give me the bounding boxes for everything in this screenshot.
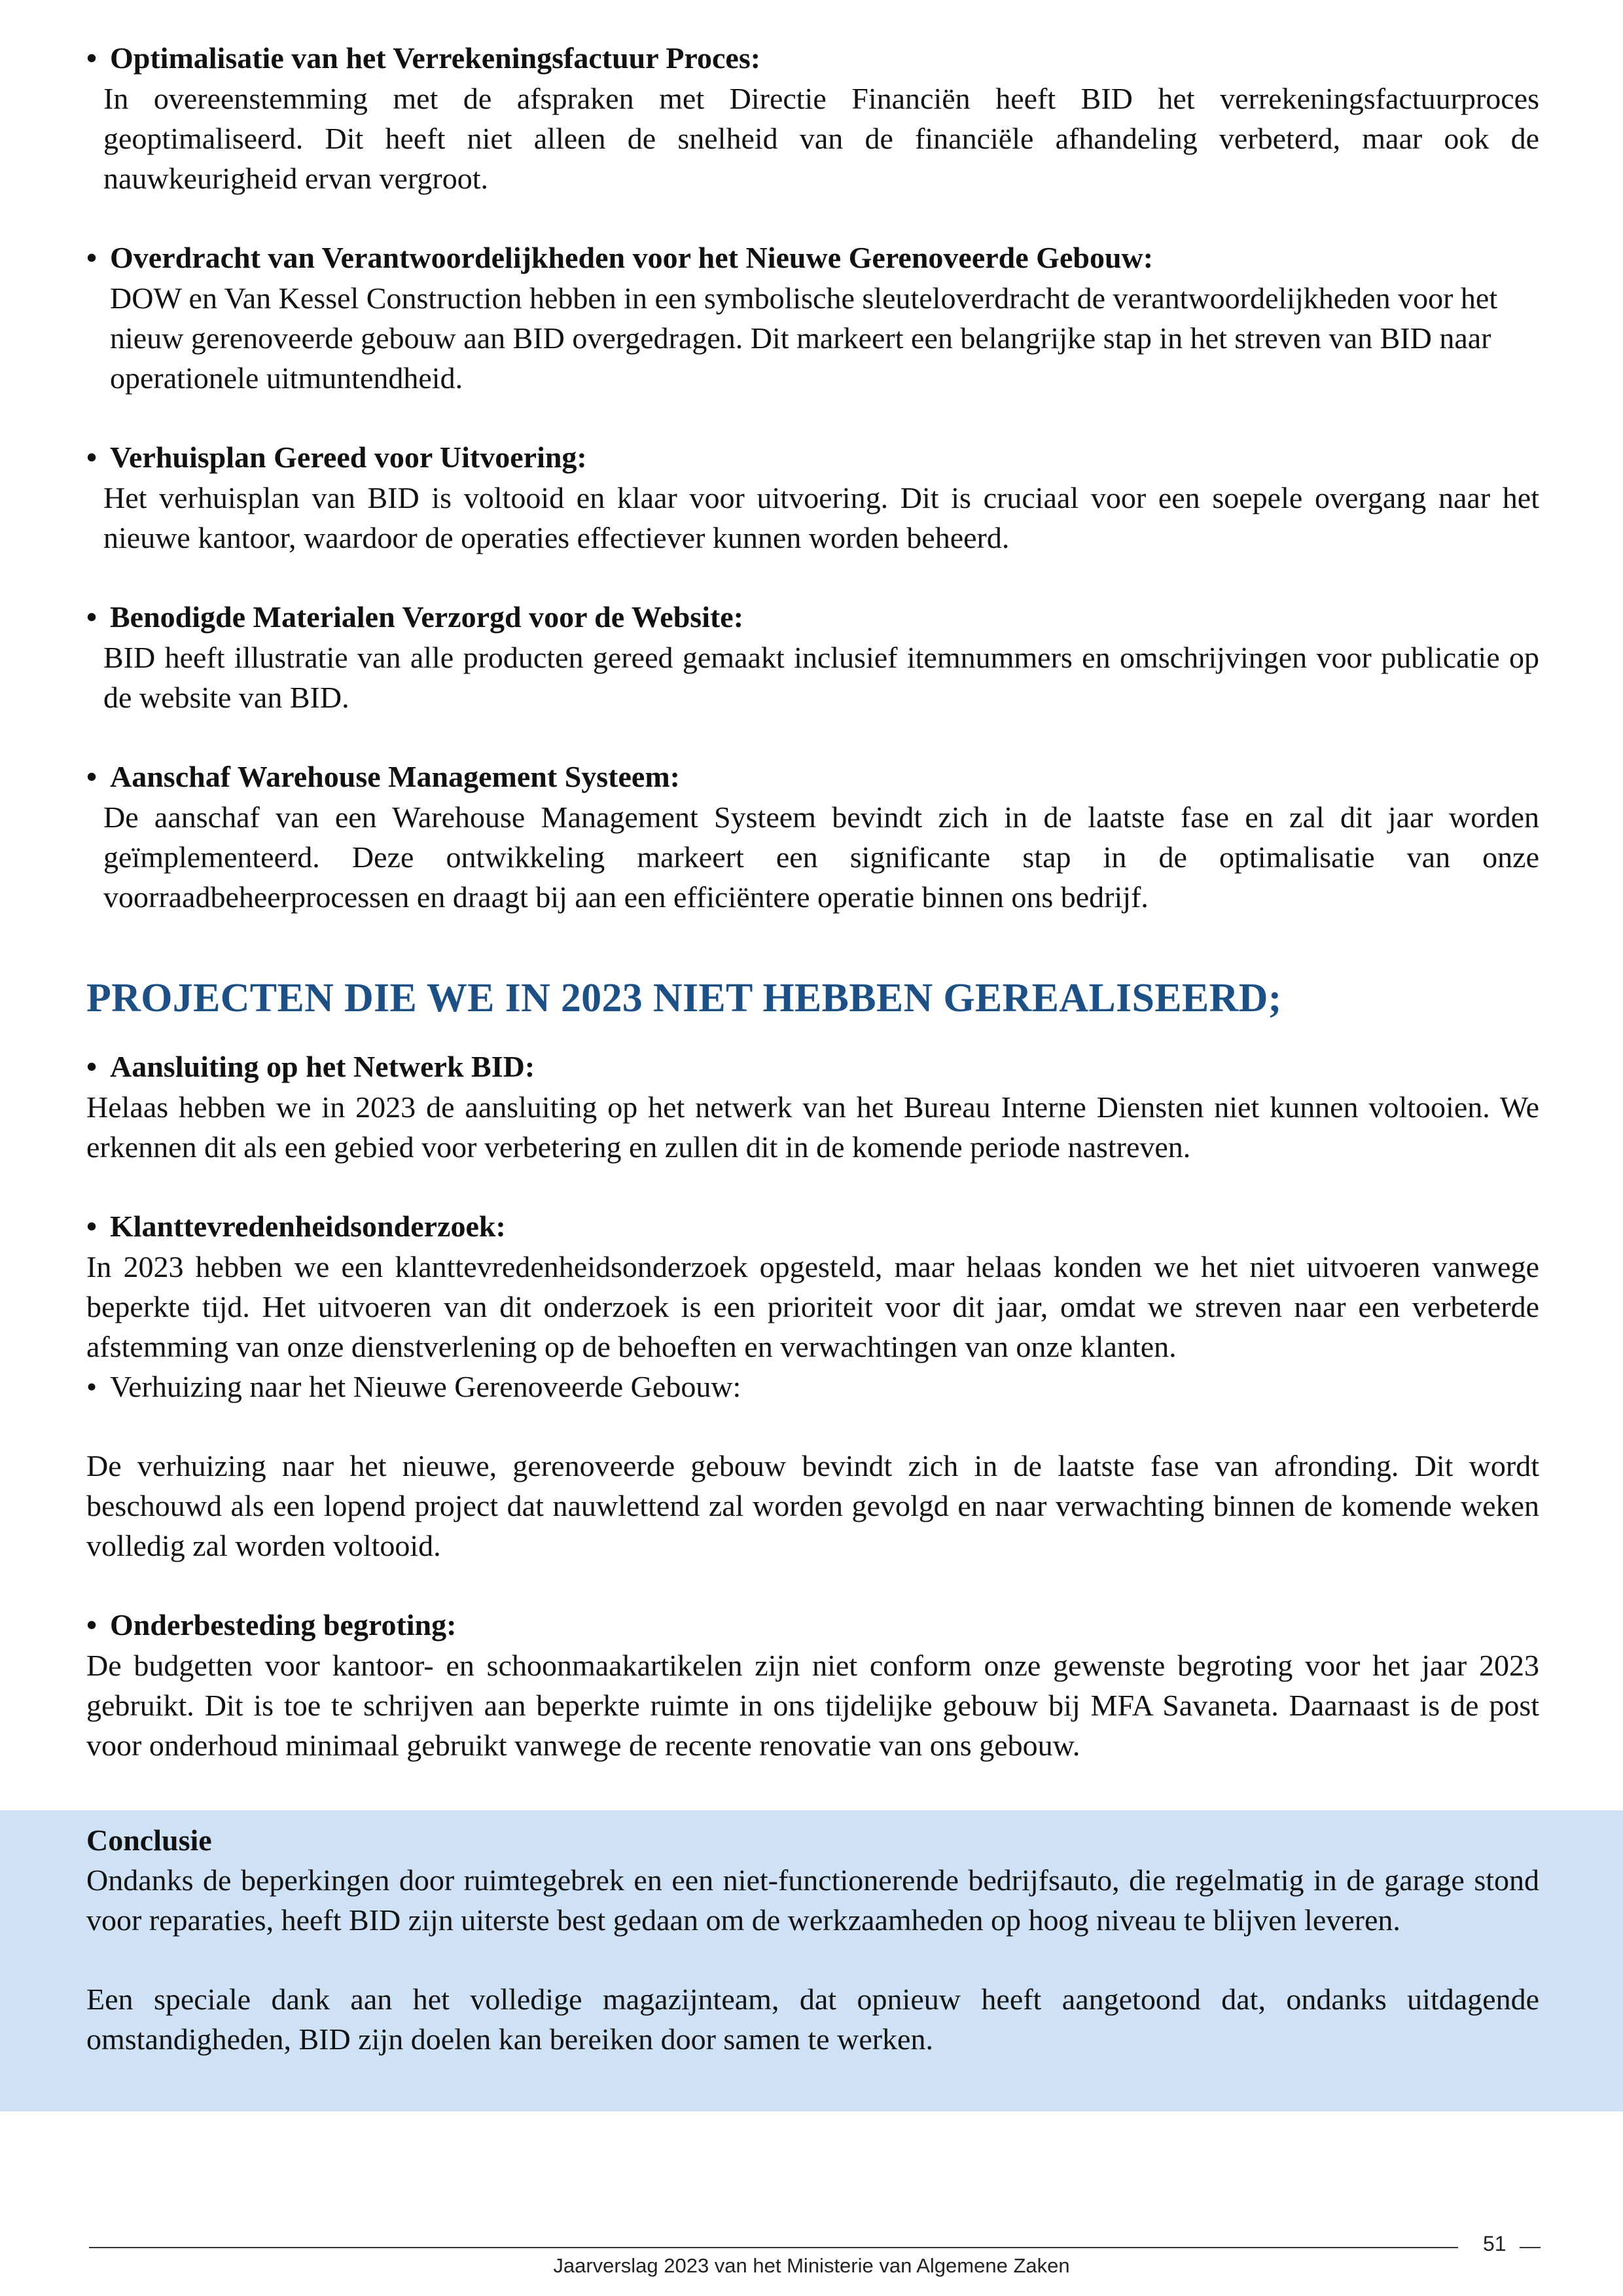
footer-dash (1520, 2247, 1541, 2248)
conclusion-title: Conclusie (86, 1823, 212, 1857)
item-body: De budgetten voor kantoor- en schoonmaakartikelen zijn niet conform onze gewenste begroting voor het jaar 2023 gebruikt. Dit is toe te schrijven aan beperkte ruimte in ons tijdelijke gebouw bij MFA Savaneta. Daarnaast is de post voor onderhoud minimaal gebruikt vanwege de recente renovatie van ons gebouw. (86, 1649, 1539, 1762)
spacer (86, 1940, 1539, 1979)
item-title-text: Aanschaf Warehouse Management Systeem: (110, 760, 680, 793)
item-body: Het verhuisplan van BID is voltooid en klaar voor uitvoering. Dit is cruciaal voor een soepele overgang naar het nieuwe kantoor, waardoor de operaties effectiever kunnen worden beheerd. (103, 481, 1539, 554)
item-netwerk-bid (86, 1047, 1539, 1167)
item-klanttevredenheid (86, 1206, 1539, 1367)
item-title-text: Overdracht van Verantwoordelijkheden voor het Nieuwe Gerenoveerde Gebouw: (110, 241, 1154, 274)
main-content (86, 38, 1539, 1765)
item-verhuisplan (86, 437, 1539, 558)
item-body: In 2023 hebben we een klanttevredenheidsonderzoek opgesteld, maar helaas konden we het niet uitvoeren vanwege beperkte tijd. Het uitvoeren van dit onderzoek is een prioriteit voor dit jaar, omdat we streven naar een verbeterde afstemming van onze dienstverlening op de behoeften en verwachtingen van onze klanten. (86, 1250, 1539, 1363)
item-title (86, 597, 1539, 637)
item-title (86, 437, 1539, 478)
item-body: De aanschaf van een Warehouse Management Systeem bevindt zich in de laatste fase en zal dit jaar worden geïmplementeerd. Deze ontwikkeling markeert een significante stap in de optimalisatie van onze voorraadbeheerprocessen en draagt bij aan een efficiëntere operatie binnen ons bedrijf. (103, 800, 1539, 914)
item-title-text: Verhuizing naar het Nieuwe Gerenoveerde Gebouw: (110, 1370, 741, 1403)
bullet: • (86, 1050, 98, 1083)
bullet: • (86, 1370, 98, 1403)
item-onderbesteding (86, 1605, 1539, 1765)
spacer (86, 198, 1539, 238)
conclusion-paragraph-2: Een speciale dank aan het volledige magazijnteam, dat opnieuw heeft aangetoond dat, ondanks uitdagende omstandigheden, BID zijn doelen kan bereiken door samen te werken. (86, 1982, 1539, 2056)
item-body: BID heeft illustratie van alle producten gereed gemaakt inclusief itemnummers en omschrijvingen voor publicatie op de website van BID. (103, 641, 1539, 714)
bullet: • (86, 760, 98, 793)
item-website-materialen (86, 597, 1539, 717)
bullet: • (86, 600, 98, 634)
bullet: • (86, 1608, 98, 1641)
spacer (86, 717, 1539, 757)
item-warehouse-management (86, 757, 1539, 917)
spacer (86, 398, 1539, 437)
item-verhuizing-title (86, 1367, 1539, 1407)
bullet: • (86, 241, 98, 274)
bullet: • (86, 440, 98, 474)
item-title (86, 757, 1539, 797)
item-title-text: Benodigde Materialen Verzorgd voor de Website: (110, 600, 744, 634)
item-body: DOW en Van Kessel Construction hebben in een symbolische sleuteloverdracht de verantwoordelijkheden voor het nieuw gerenoveerde gebouw aan BID overgedragen. Dit markeert een belangrijke stap in het streven van BID naar operationele uitmuntendheid. (110, 281, 1498, 395)
spacer (86, 1167, 1539, 1206)
item-overdracht (86, 238, 1539, 398)
item-title (86, 38, 1539, 79)
spacer (86, 917, 1539, 972)
page-number: 51 (1483, 2232, 1507, 2255)
item-title (86, 1605, 1539, 1645)
footer-rule (89, 2247, 1458, 2248)
item-title-text: Onderbesteding begroting: (110, 1608, 457, 1641)
bullet: • (86, 1210, 98, 1243)
item-verrekeningsfactuur (86, 38, 1539, 198)
item-body: Helaas hebben we in 2023 de aansluiting op het netwerk van het Bureau Interne Diensten niet kunnen voltooien. We erkennen dit als een gebied voor verbetering en zullen dit in de komende periode nastreven. (86, 1090, 1539, 1164)
spacer (86, 1407, 1539, 1446)
spacer (86, 1566, 1539, 1605)
bullet: • (86, 41, 98, 75)
section-heading: PROJECTEN DIE WE IN 2023 NIET HEBBEN GEREALISEERD; (86, 976, 1282, 1020)
item-body: In overeenstemming met de afspraken met Directie Financiën heeft BID het verrekeningsfactuurproces geoptimaliseerd. Dit heeft niet alleen de snelheid van de financiële afhandeling verbeterd, maar ook de nauwkeurigheid ervan vergroot. (103, 82, 1539, 195)
item-title (86, 238, 1539, 278)
conclusion-paragraph-1: Ondanks de beperkingen door ruimtegebrek en een niet-functionerende bedrijfsauto, die regelmatig in de garage stond voor reparaties, heeft BID zijn uiterste best gedaan om de werkzaamheden op hoog niveau te blijven leveren. (86, 1863, 1539, 1937)
spacer (86, 558, 1539, 597)
conclusion-content (86, 1821, 1539, 2059)
spacer (86, 1024, 1539, 1047)
item-title-text: Klanttevredenheidsonderzoek: (110, 1210, 506, 1243)
item-title (86, 1206, 1539, 1247)
item-title (86, 1047, 1539, 1087)
item-title-text: Optimalisatie van het Verrekeningsfactuur Proces: (110, 41, 761, 75)
conclusion-box (0, 1810, 1623, 2111)
item-title-text: Aansluiting op het Netwerk BID: (110, 1050, 535, 1083)
item-title-text: Verhuisplan Gereed voor Uitvoering: (110, 440, 587, 474)
footer-text: Jaarverslag 2023 van het Ministerie van Algemene Zaken (553, 2254, 1070, 2277)
item-verhuizing-body: De verhuizing naar het nieuwe, gerenoveerde gebouw bevindt zich in de laatste fase van afronding. Dit wordt beschouwd als een lopend project dat nauwlettend zal worden gevolgd en naar verwachting binnen de komende weken volledig zal worden voltooid. (86, 1449, 1539, 1562)
